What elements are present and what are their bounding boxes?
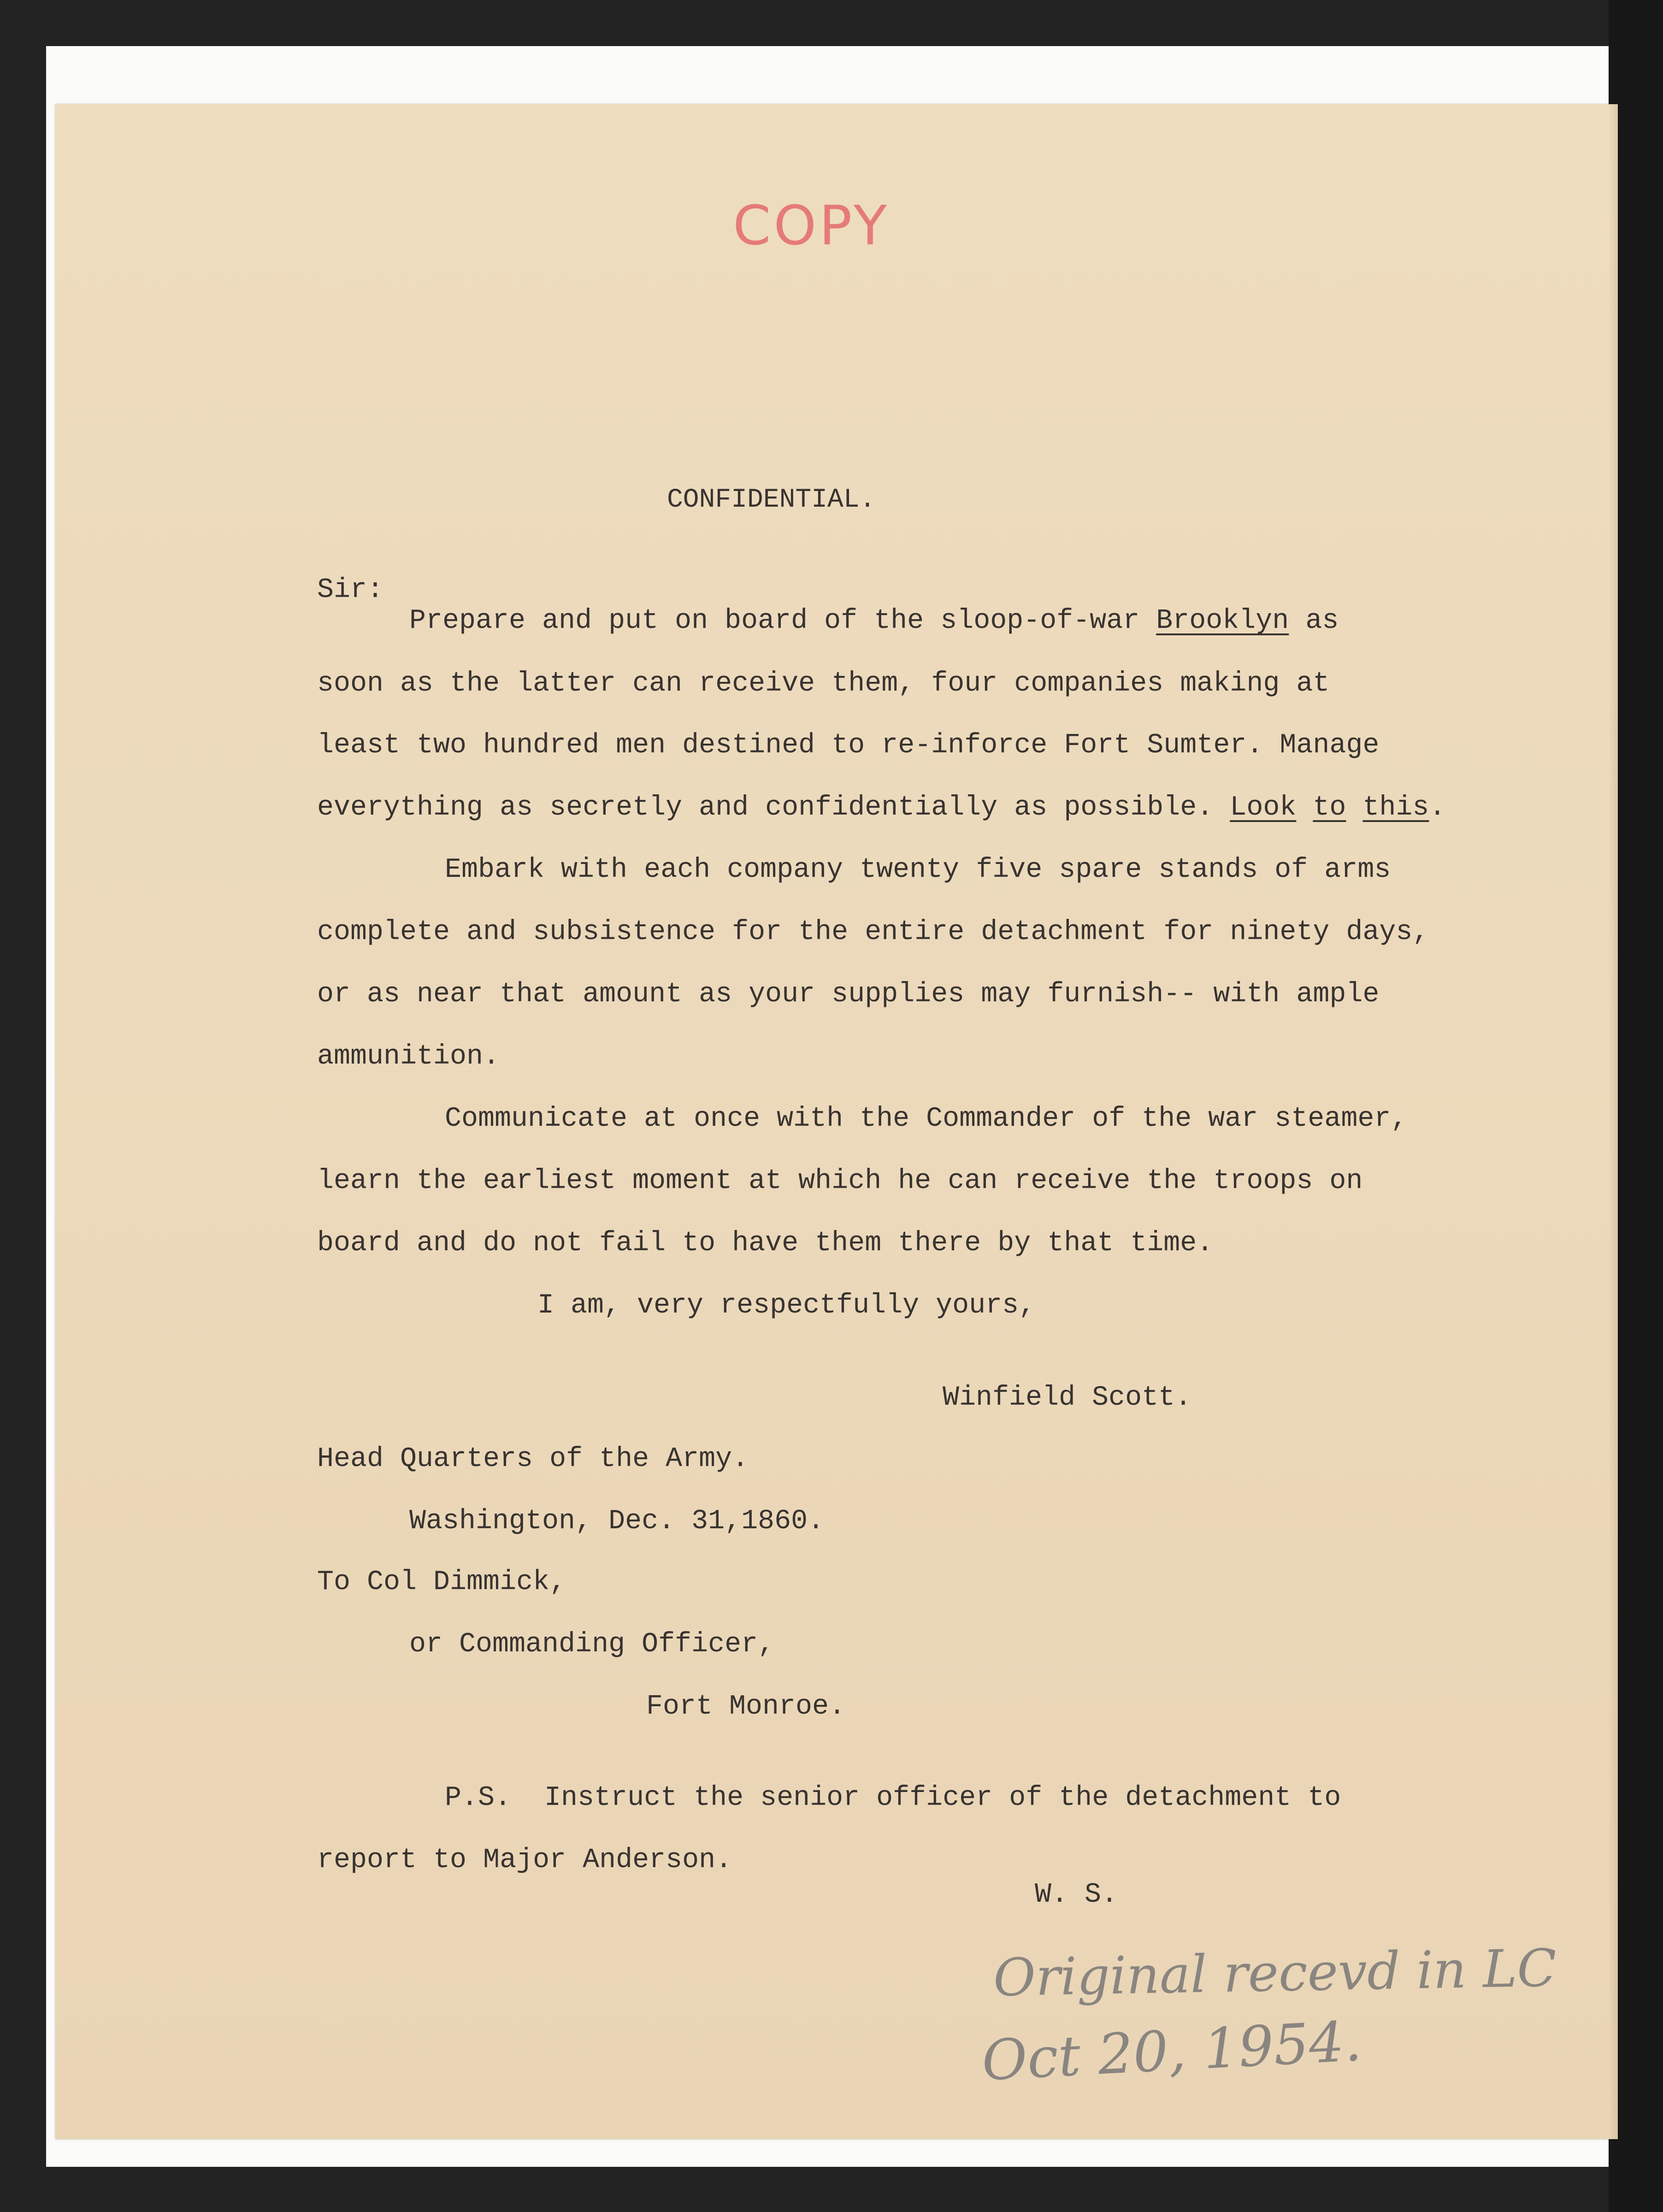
sender-line-1: Head Quarters of the Army. <box>317 1443 749 1475</box>
ship-name-brooklyn: Brooklyn <box>1156 605 1289 637</box>
paragraph-2-line-4: ammunition. <box>317 1041 500 1072</box>
paragraph-3-line-3: board and do not fail to have them there by that time. <box>317 1228 1214 1259</box>
recipient-line-3: Fort Monroe. <box>646 1691 846 1722</box>
paragraph-1-line-3: least two hundred men destined to re-inforce Fort Sumter. Manage <box>317 730 1380 761</box>
paper-edge-shadow <box>1609 104 1618 2139</box>
recipient-line-1: To Col Dimmick, <box>317 1567 566 1598</box>
paragraph-2-line-2: complete and subsistence for the entire detachment for ninety days, <box>317 917 1429 948</box>
copy-stamp: COPY <box>733 194 890 257</box>
closing-line: I am, very respectfully yours, <box>537 1290 1036 1321</box>
postscript-line-2: report to Major Anderson. <box>317 1845 732 1876</box>
paragraph-2-line-3: or as near that amount as your supplies may furnish-- with ample <box>317 979 1380 1010</box>
underlined-this: this <box>1362 792 1429 823</box>
paragraph-3-line-2: learn the earliest moment at which he can receive the troops on <box>317 1165 1363 1197</box>
underlined-look: Look <box>1230 792 1297 823</box>
text-span: Prepare and put on board of the sloop-of-war <box>409 605 1156 637</box>
salutation: Sir: <box>317 574 384 606</box>
signature: Winfield Scott. <box>943 1382 1192 1414</box>
text-span: as <box>1289 605 1339 637</box>
paragraph-3-line-1: Communicate at once with the Commander of the war steamer, <box>445 1103 1408 1135</box>
handwritten-note-line-1: Original recevd in LC <box>992 1938 1557 2008</box>
confidential-heading: CONFIDENTIAL. <box>667 485 876 515</box>
paragraph-1-line-1 <box>409 607 1339 635</box>
paragraph-1-line-2: soon as the latter can receive them, four companies making at <box>317 668 1330 699</box>
handwritten-note-line-2: Oct 20, 1954. <box>980 2009 1363 2094</box>
paragraph-2-line-1: Embark with each company twenty five spare stands of arms <box>445 854 1391 886</box>
text-span: . <box>1429 792 1446 823</box>
sender-line-2: Washington, Dec. 31,1860. <box>409 1506 825 1537</box>
recipient-line-2: or Commanding Officer, <box>409 1629 775 1660</box>
postscript-line-1: P.S. Instruct the senior officer of the detachment to <box>445 1782 1341 1814</box>
text-span: everything as secretly and confidentially as possible. <box>317 792 1230 823</box>
underlined-to: to <box>1313 792 1346 823</box>
postscript-initials: W. S. <box>1035 1879 1118 1910</box>
paragraph-1-line-4 <box>317 794 1445 822</box>
